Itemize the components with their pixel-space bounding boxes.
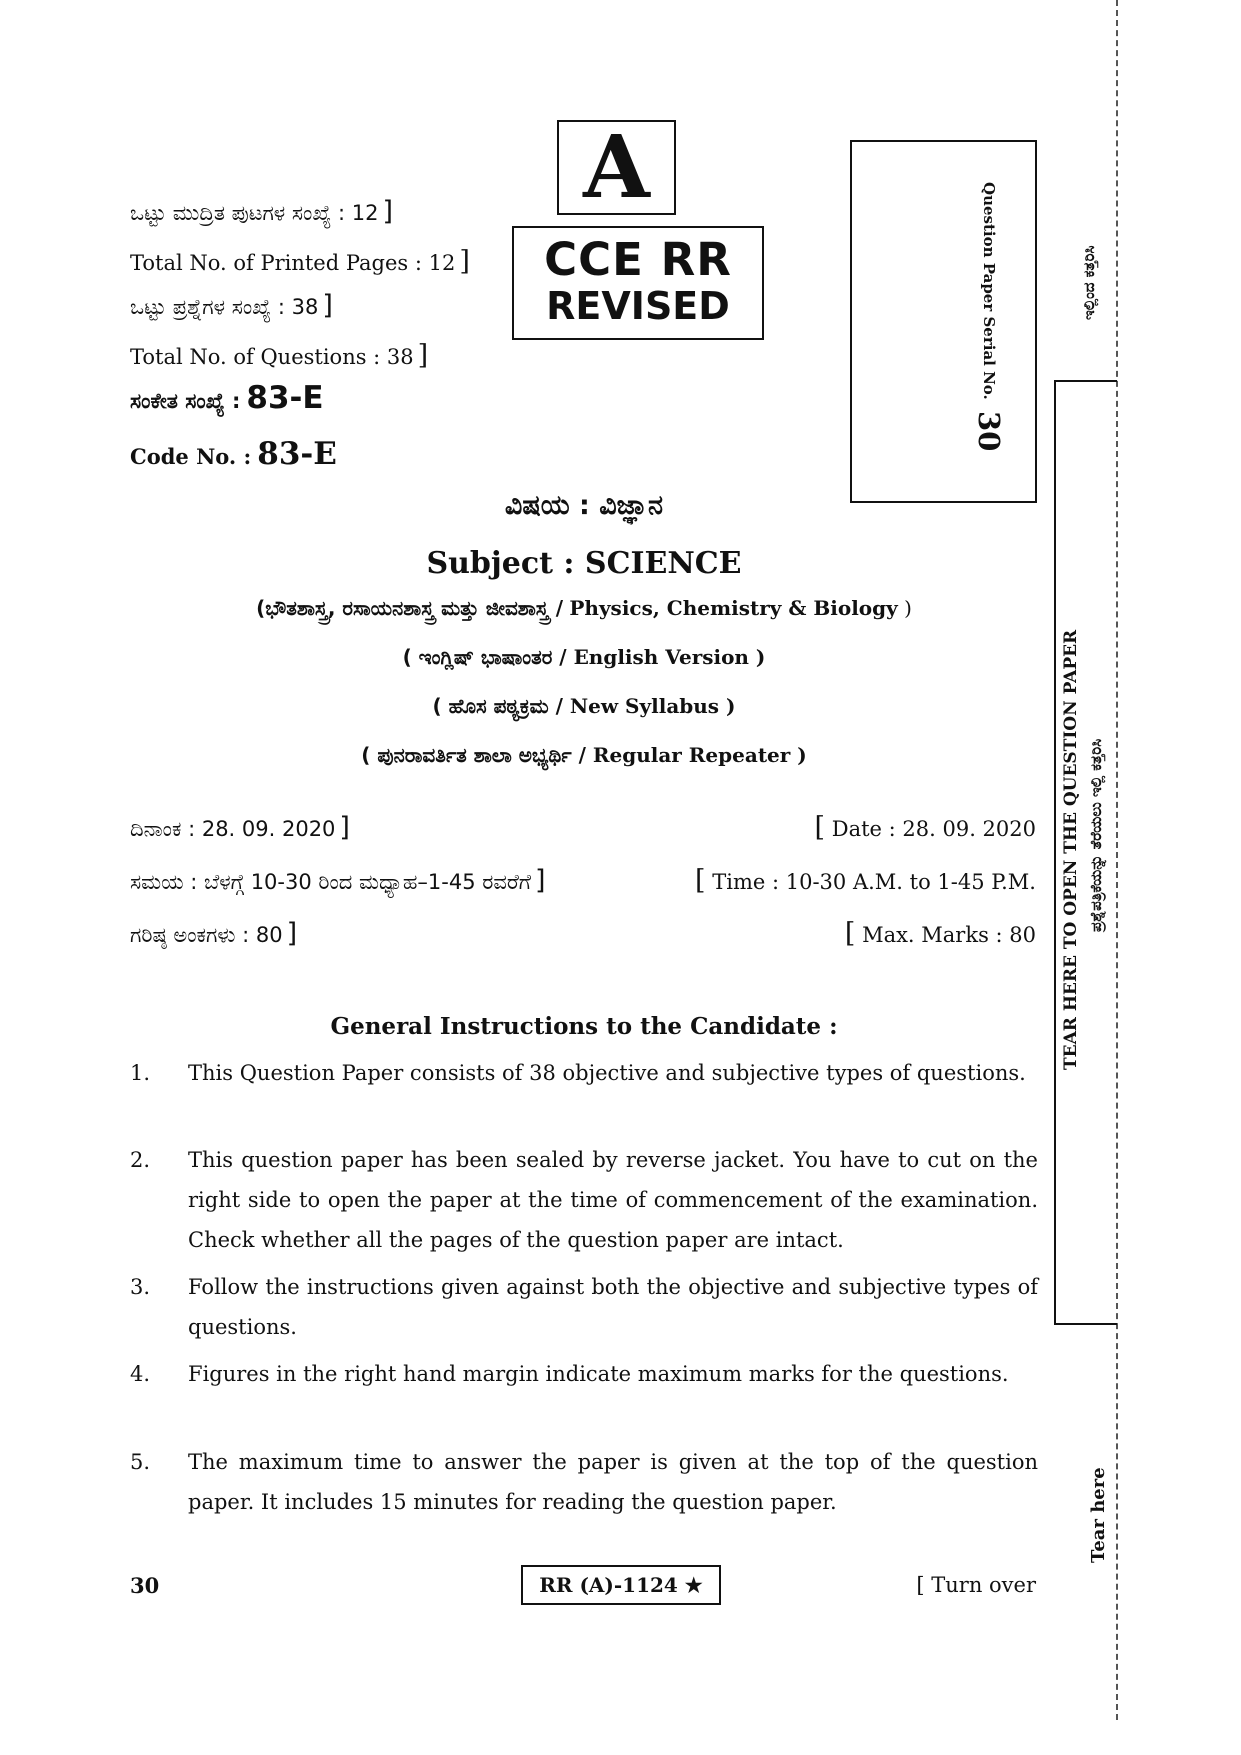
serial-number-box — [850, 140, 1037, 503]
kn-total-questions: ಒಟ್ಟು ಪ್ರಶ್ನೆಗಳ ಸಂಖ್ಯೆ : 38 ] — [130, 290, 333, 321]
kn-date: ದಿನಾಂಕ : 28. 09. 2020 ] — [130, 812, 350, 843]
kn-subject-title: ವಿಷಯ : ವಿಜ್ಞಾನ — [504, 490, 664, 521]
revised-label: REVISED — [546, 284, 730, 328]
instruction-text: This Question Paper consists of 38 objective and subjective types of questions. — [188, 1061, 1026, 1085]
page-number: 30 — [130, 1573, 160, 1598]
kn-printed-pages: ಒಟ್ಟು ಮುದ್ರಿತ ಪುಟಗಳ ಸಂಖ್ಯೆ : 12 ] — [130, 196, 394, 227]
branches-close: ) — [904, 596, 912, 620]
en-code-label: Code No. : — [130, 444, 252, 469]
instruction-item — [130, 1053, 1038, 1093]
kn-code-label: ಸಂಕೇತ ಸಂಖ್ಯೆ : — [130, 389, 241, 413]
kn-language-version: ( ಇಂಗ್ಲಿಷ್ ಭಾಷಾಂತರ / — [402, 645, 567, 669]
kn-time: ಸಮಯ : ಬೆಳಗ್ಗೆ 10-30 ರಿಂದ ಮಧ್ಯಾಹ–1-45 ರವರೆಗೆ ] — [130, 865, 546, 896]
en-tear-open: TEAR HERE TO OPEN THE QUESTION PAPER — [1061, 629, 1081, 1071]
kn-candidate-type: ( ಪುನರಾವರ್ತಿತ ಶಾಲಾ ಅಭ್ಯರ್ಥಿ / — [361, 743, 586, 767]
instruction-number: 2. — [130, 1148, 151, 1172]
instruction-number: 5. — [130, 1450, 151, 1474]
en-code-value: 83-E — [257, 436, 337, 472]
candidate-type-line — [130, 743, 1038, 767]
serial-number-label: Question Paper Serial No. — [980, 182, 998, 400]
instruction-item — [130, 1267, 1038, 1347]
en-subject-title: Subject : SCIENCE — [426, 546, 742, 581]
instruction-item — [130, 1354, 1038, 1394]
instruction-number: 1. — [130, 1061, 151, 1085]
en-time: [ Time : 10-30 A.M. to 1-45 P.M. — [695, 865, 1036, 896]
kn-tear-open: ಪ್ರಶ್ನೆಪತ್ರಿಕೆಯನ್ನು ತೆರೆಯಲು ಇಲ್ಲಿ ಕತ್ತರಿಸಿ — [1087, 738, 1105, 932]
en-printed-pages-text: Total No. of Printed Pages : 12 — [130, 251, 456, 275]
turn-over-label: [ Turn over — [916, 1573, 1036, 1597]
instructions-title: General Instructions to the Candidate : — [330, 1013, 838, 1040]
instruction-text: The maximum time to answer the paper is given at the top of the question paper. It includes 15 minutes for reading the question paper. — [188, 1450, 1038, 1514]
instruction-item — [130, 1140, 1038, 1260]
en-branches: Physics, Chemistry & Biology — [569, 596, 898, 620]
en-max-marks: [ Max. Marks : 80 — [844, 918, 1036, 949]
en-candidate-type: Regular Repeater ) — [592, 743, 807, 767]
kn-max-marks: ಗರಿಷ್ಠ ಅಂಕಗಳು : 80 ] — [130, 918, 298, 949]
instruction-item — [130, 1442, 1038, 1522]
instruction-text: Follow the instructions given against both the objective and subjective types of questions. — [188, 1275, 1038, 1339]
paper-version-box: A — [557, 120, 676, 215]
instruction-text: This question paper has been sealed by reverse jacket. You have to cut on the right side to open the paper at the time of commencement of the examination. Check whether all the pages of the question paper are intact. — [188, 1148, 1038, 1252]
serial-number-value: 30 — [972, 411, 1006, 452]
kn-branches: (ಭೌತಶಾಸ್ತ್ರ, ರಸಾಯನಶಾಸ್ತ್ರ ಮತ್ತು ಜೀವಶಾಸ್ತ್ರ / — [256, 596, 563, 620]
language-version — [130, 645, 1038, 669]
en-syllabus: New Syllabus ) — [569, 694, 736, 718]
en-tear-here: Tear here — [1088, 1467, 1109, 1563]
kn-code-value: 83-E — [246, 380, 324, 416]
instruction-number: 4. — [130, 1362, 151, 1386]
instruction-text: Figures in the right hand margin indicate maximum marks for the questions. — [188, 1362, 1009, 1386]
kn-tear-top: ಇಲ್ಲಿಂದ ಕತ್ತರಿಸಿ — [1080, 245, 1098, 320]
kn-printed-pages-text: ಒಟ್ಟು ಮುದ್ರಿತ ಪುಟಗಳ ಸಂಖ್ಯೆ : 12 — [130, 201, 379, 225]
kn-code-number — [130, 380, 324, 416]
en-total-questions-text: Total No. of Questions : 38 — [130, 345, 414, 369]
en-code-number — [130, 436, 337, 472]
en-printed-pages: Total No. of Printed Pages : 12 ] — [130, 246, 470, 277]
en-date: [ Date : 28. 09. 2020 — [814, 812, 1036, 843]
cce-rr-revised-box — [512, 226, 764, 340]
kn-total-questions-text: ಒಟ್ಟು ಪ್ರಶ್ನೆಗಳ ಸಂಖ್ಯೆ : 38 — [130, 295, 319, 319]
instruction-number: 3. — [130, 1275, 151, 1299]
paper-code-box: RR (A)-1124 ★ — [521, 1565, 721, 1605]
syllabus-line — [130, 694, 1038, 718]
cce-rr-label: CCE RR — [544, 233, 732, 286]
en-language-version: English Version ) — [573, 645, 766, 669]
serial-number-vertical — [972, 182, 1006, 451]
kn-syllabus: ( ಹೊಸ ಪಠ್ಯಕ್ರಮ / — [432, 694, 563, 718]
en-total-questions: Total No. of Questions : 38 ] — [130, 340, 429, 371]
subject-branches — [130, 596, 1038, 620]
